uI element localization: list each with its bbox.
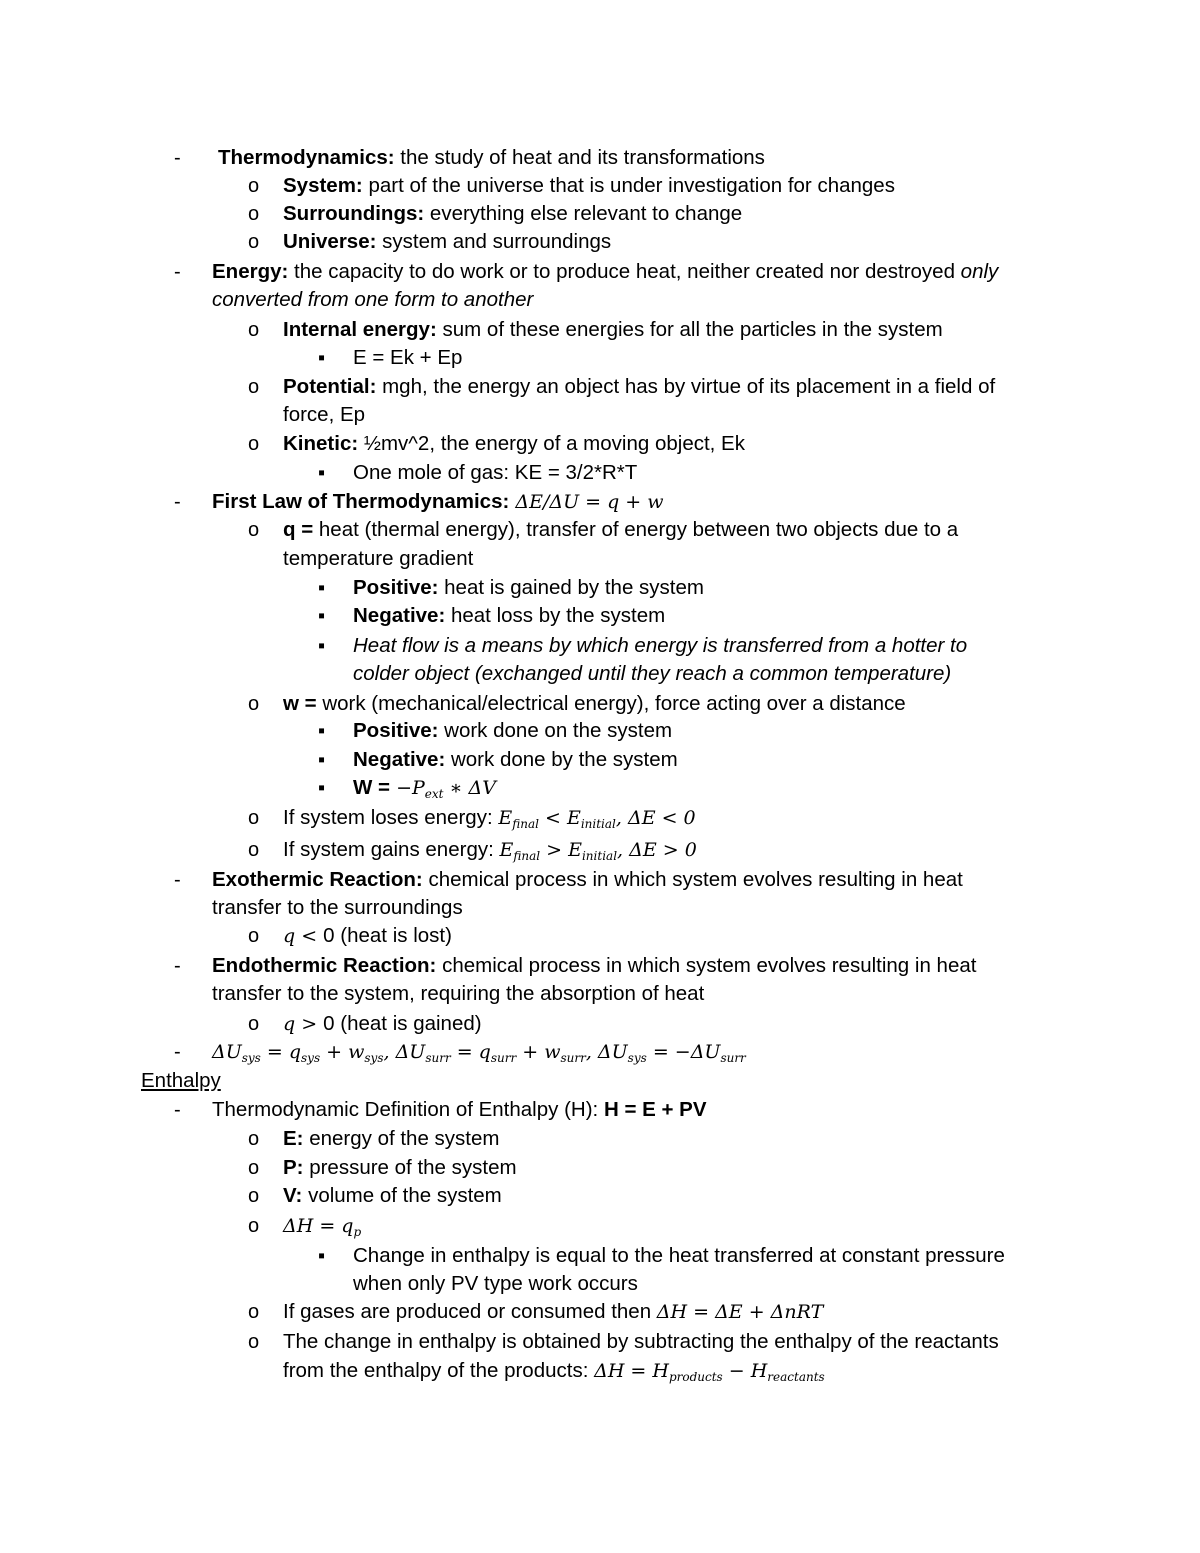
exothermic-continued: transfer to the surroundings [212, 896, 463, 919]
work-positive: Positive: work done on the system [353, 719, 673, 742]
exothermic-q: q < 0 (heat is lost) [283, 924, 452, 947]
circle-bullet: o [248, 1215, 260, 1237]
circle-bullet: o [248, 1331, 260, 1353]
system-loses-energy: If system loses energy: $E_{final} < E_{initial}$, ΔE < 0 [283, 806, 696, 831]
work-formula: $W = -P_{ext}$ ∗ ΔV [353, 776, 496, 801]
potential-energy-continued: force, Ep [283, 403, 366, 426]
circle-bullet: o [248, 807, 260, 829]
square-bullet: ▪ [318, 635, 326, 657]
system-gains-energy: If system gains energy: $E_{final} > E_{initial}$, ΔE > 0 [283, 838, 697, 863]
circle-bullet: o [248, 319, 260, 341]
dash-bullet: - [174, 1099, 181, 1121]
heat-definition: q = heat (thermal energy), transfer of energy between two objects due to a [283, 518, 959, 541]
square-bullet: ▪ [318, 1245, 326, 1267]
square-bullet: ▪ [318, 720, 326, 742]
circle-bullet: o [248, 1301, 260, 1323]
circle-bullet: o [248, 1013, 260, 1035]
heat-flow-note-continued: colder object (exchanged until they reach a common temperature) [353, 662, 952, 685]
circle-bullet: o [248, 839, 260, 861]
enthalpy-e: E: energy of the system [283, 1127, 500, 1150]
circle-bullet: o [248, 693, 260, 715]
dash-bullet: - [174, 869, 181, 891]
universe-definition: Universe: system and surroundings [283, 230, 612, 253]
first-law: First Law of Thermodynamics: ΔE/ΔU = q + w [212, 490, 664, 513]
square-bullet: ▪ [318, 347, 326, 369]
enthalpy-v: V: volume of the system [283, 1184, 502, 1207]
square-bullet: ▪ [318, 462, 326, 484]
heat-flow-note: Heat flow is a means by which energy is transferred from a hotter to [353, 634, 968, 657]
delta-h-qp: $\Delta H = q_p$ [283, 1215, 362, 1239]
dash-bullet: - [174, 1041, 181, 1063]
circle-bullet: o [248, 203, 260, 225]
enthalpy-p: P: pressure of the system [283, 1156, 517, 1179]
circle-bullet: o [248, 433, 260, 455]
section-heading-enthalpy: Enthalpy [141, 1069, 221, 1092]
dash-bullet: - [174, 491, 181, 513]
endothermic-definition: Endothermic Reaction: chemical process in which system evolves resulting in heat [212, 954, 977, 977]
internal-energy-formula: E = Ek + Ep [353, 346, 463, 369]
circle-bullet: o [248, 376, 260, 398]
heat-positive: Positive: heat is gained by the system [353, 576, 704, 599]
energy-definition-continued: converted from one form to another [212, 288, 534, 311]
surroundings-definition: Surroundings: everything else relevant to change [283, 202, 743, 225]
circle-bullet: o [248, 1128, 260, 1150]
square-bullet: ▪ [318, 605, 326, 627]
delta-u-relation: $\Delta U_{sys} = q_{sys} + w_{sys}$, $\Delta U_{surr} = q_{surr} + w_{surr}$, $\Delta U_{sys} = -\Delta U_{surr}$ [212, 1041, 746, 1065]
delta-h-explanation-continued: when only PV type work occurs [353, 1272, 638, 1295]
dash-bullet: - [174, 147, 181, 169]
circle-bullet: o [248, 519, 260, 541]
heat-definition-continued: temperature gradient [283, 547, 474, 570]
internal-energy-definition: Internal energy: sum of these energies for all the particles in the system [283, 318, 943, 341]
thermodynamics-definition: Thermodynamics: the study of heat and its transformations [218, 146, 765, 169]
square-bullet: ▪ [318, 777, 326, 799]
work-negative: Negative: work done by the system [353, 748, 678, 771]
potential-energy-definition: Potential: mgh, the energy an object has by virtue of its placement in a field of [283, 375, 996, 398]
enthalpy-change-formula: from the enthalpy of the products: $\Delta H = H_{products} - H_{reactants}$ [283, 1359, 825, 1384]
circle-bullet: o [248, 175, 260, 197]
square-bullet: ▪ [318, 577, 326, 599]
endothermic-q: q > 0 (heat is gained) [283, 1012, 482, 1035]
circle-bullet: o [248, 1157, 260, 1179]
work-definition: w = work (mechanical/electrical energy), force acting over a distance [283, 692, 906, 715]
enthalpy-definition: Thermodynamic Definition of Enthalpy (H): H = E + PV [212, 1098, 707, 1121]
system-definition: System: part of the universe that is under investigation for changes [283, 174, 895, 197]
heat-negative: Negative: heat loss by the system [353, 604, 666, 627]
kinetic-energy-gas: One mole of gas: KE = 3/2*R*T [353, 461, 638, 484]
dash-bullet: - [174, 955, 181, 977]
dash-bullet: - [174, 261, 181, 283]
gases-enthalpy: If gases are produced or consumed then ΔH = ΔE + ΔnRT [283, 1300, 824, 1323]
exothermic-definition: Exothermic Reaction: chemical process in which system evolves resulting in heat [212, 868, 963, 891]
energy-definition: Energy: the capacity to do work or to produce heat, neither created nor destroyed only [212, 260, 999, 283]
endothermic-continued: transfer to the system, requiring the absorption of heat [212, 982, 705, 1005]
square-bullet: ▪ [318, 749, 326, 771]
circle-bullet: o [248, 925, 260, 947]
delta-h-explanation: Change in enthalpy is equal to the heat transferred at constant pressure [353, 1244, 1005, 1267]
circle-bullet: o [248, 1185, 260, 1207]
kinetic-energy-definition: Kinetic: ½mv^2, the energy of a moving object, Ek [283, 432, 745, 455]
enthalpy-change-subtraction: The change in enthalpy is obtained by subtracting the enthalpy of the reactants [283, 1330, 999, 1353]
circle-bullet: o [248, 231, 260, 253]
